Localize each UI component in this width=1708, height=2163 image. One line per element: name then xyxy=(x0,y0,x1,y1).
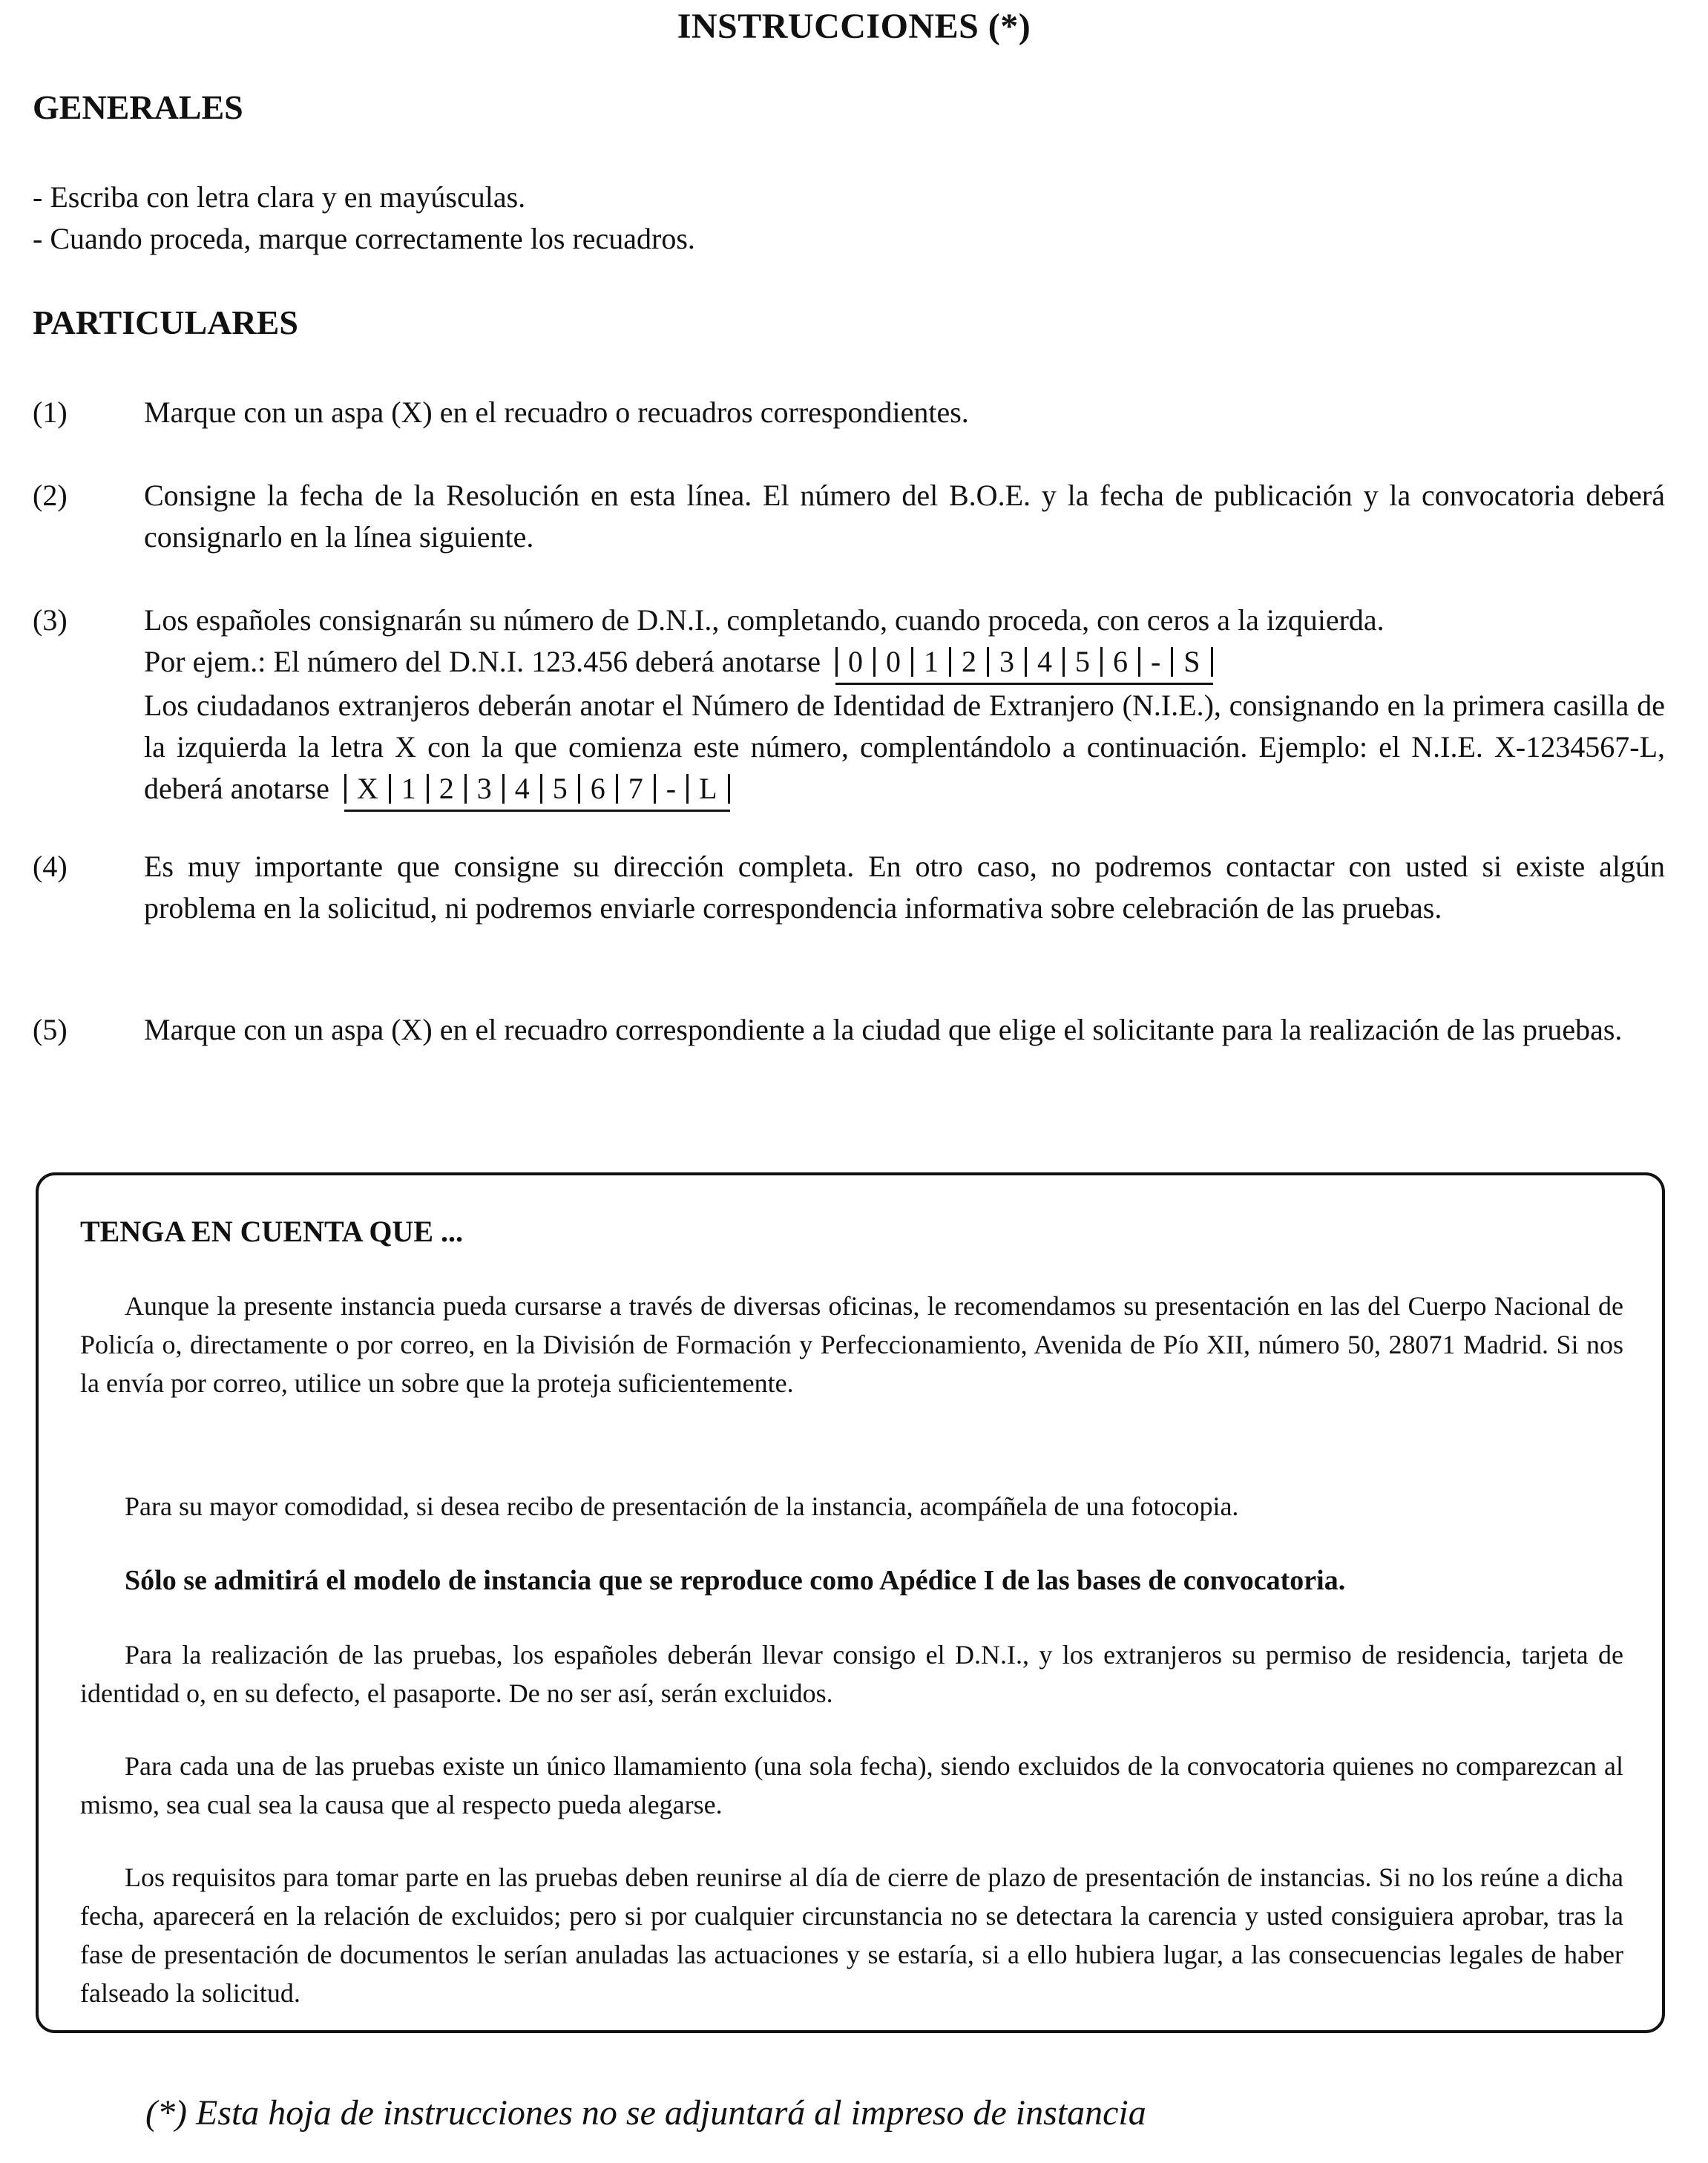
notice-title: TENGA EN CUENTA QUE ... xyxy=(80,1215,464,1248)
item-number: (3) xyxy=(33,603,68,637)
page-title: INSTRUCCIONES (*) xyxy=(677,7,1031,46)
item-number: (5) xyxy=(33,1013,68,1046)
example-box-cell: 3 xyxy=(464,774,502,804)
nie-example-line xyxy=(144,685,1665,812)
item-text: Los ciudadanos extranjeros deberán anotar el Número de Identidad de Extranjero (N.I.E.), consignando en la primera casilla de la izquierda la letra X con la que comienza este número, complentándolo a continuación. Ejemplo: el N.I.E. X-1234567-L, deberá anotarse xyxy=(144,689,1665,805)
example-box-cell: 6 xyxy=(578,774,616,804)
item-number: (1) xyxy=(33,395,68,429)
item-text: Por ejem.: El número del D.N.I. 123.456 deberá anotarse xyxy=(144,645,821,678)
example-box-cell: X xyxy=(344,774,389,804)
example-box-cell: 1 xyxy=(911,647,949,677)
notice-paragraph: Para la realización de las pruebas, los españoles deberán llevar consigo el D.N.I., y los extranjeros su permiso de residencia, tarjeta de identidad o, en su defecto, el pasaporte. De no ser así, serán excluidos. xyxy=(80,1640,1623,1708)
example-box-cell: 6 xyxy=(1100,647,1138,677)
nie-example-boxes xyxy=(344,768,730,812)
item-number: (2) xyxy=(33,479,68,512)
item-text: Es muy importante que consigne su dirección completa. En otro caso, no podremos contactar con usted si existe algún problema en la solicitud, ni podremos enviarle correspondencia informativa sobre celebración de las pruebas. xyxy=(144,850,1665,925)
generales-heading: GENERALES xyxy=(33,88,243,126)
notice-paragraph: Los requisitos para tomar parte en las pruebas deben reunirse al día de cierre de plazo de presentación de instancias. Si no los reúne a dicha fecha, aparecerá en la relación de excluidos; pero si por cualquier circunstancia no se detectara la carencia y usted consiguiera aprobar, tras la fase de presentación de documentos le serían anuladas las actuaciones y se estaría, si a ello hubiera lugar, a las consecuencias legales de haber falseado la solicitud. xyxy=(80,1862,1623,2008)
notice-paragraph: Para cada una de las pruebas existe un único llamamiento (una sola fecha), siendo excluidos de la convocatoria quienes no comparezcan al mismo, sea cual sea la causa que al respecto pueda alegarse. xyxy=(80,1751,1623,1819)
example-box-cell: 5 xyxy=(1062,647,1100,677)
item-text-block xyxy=(144,600,1665,812)
notice-box xyxy=(36,1172,1665,2033)
example-box-cell: - xyxy=(1138,647,1171,677)
example-box-cell: 3 xyxy=(987,647,1025,677)
example-box-cell: 0 xyxy=(873,647,911,677)
example-box-cell: 7 xyxy=(616,774,654,804)
notice-paragraph: Aunque la presente instancia pueda cursarse a través de diversas oficinas, le recomendamos su presentación en las del Cuerpo Nacional de Policía o, directamente o por correo, en la División de Formación y Perfeccionamiento, Avenida de Pío XII, número 50, 28071 Madrid. Si nos la envía por correo, utilice un sobre que la proteja suficientemente. xyxy=(80,1291,1623,1398)
generales-line: - Cuando proceda, marque correctamente los recuadros. xyxy=(33,222,695,255)
example-box-cell: 2 xyxy=(427,774,464,804)
example-box-cell: - xyxy=(654,774,686,804)
item-text: Consigne la fecha de la Resolución en esta línea. El número del B.O.E. y la fecha de publicación y la convocatoria deberá consignarlo en la línea siguiente. xyxy=(144,479,1665,554)
footer-note: (*) Esta hoja de instrucciones no se adjuntará al impreso de instancia xyxy=(145,2093,1146,2133)
generales-line: - Escriba con letra clara y en mayúsculas. xyxy=(33,180,526,214)
example-box-cell: 4 xyxy=(502,774,540,804)
dni-example-line xyxy=(144,641,1665,685)
dni-example-boxes xyxy=(835,641,1213,685)
item-text: Los españoles consignarán su número de D.N.I., completando, cuando proceda, con ceros a la izquierda. xyxy=(144,603,1385,637)
example-box-cell: 0 xyxy=(835,647,873,677)
example-box-cell: S xyxy=(1171,647,1212,677)
notice-paragraph: Para su mayor comodidad, si desea recibo de presentación de la instancia, acompáñela de una fotocopia. xyxy=(125,1491,1239,1521)
example-box-cell: 2 xyxy=(949,647,987,677)
generales-list xyxy=(33,177,695,260)
example-box-cell: 4 xyxy=(1025,647,1062,677)
item-text: Marque con un aspa (X) en el recuadro o recuadros correspondientes. xyxy=(144,395,969,429)
particulares-heading: PARTICULARES xyxy=(33,303,298,341)
example-box-cell: L xyxy=(686,774,729,804)
notice-paragraph: Sólo se admitirá el modelo de instancia que se reproduce como Apédice I de las bases de convocatoria. xyxy=(125,1565,1346,1596)
item-number: (4) xyxy=(33,850,68,883)
example-box-cell: 1 xyxy=(389,774,427,804)
example-box-cell: 5 xyxy=(540,774,578,804)
item-text: Marque con un aspa (X) en el recuadro correspondiente a la ciudad que elige el solicitante para la realización de las pruebas. xyxy=(144,1013,1623,1046)
